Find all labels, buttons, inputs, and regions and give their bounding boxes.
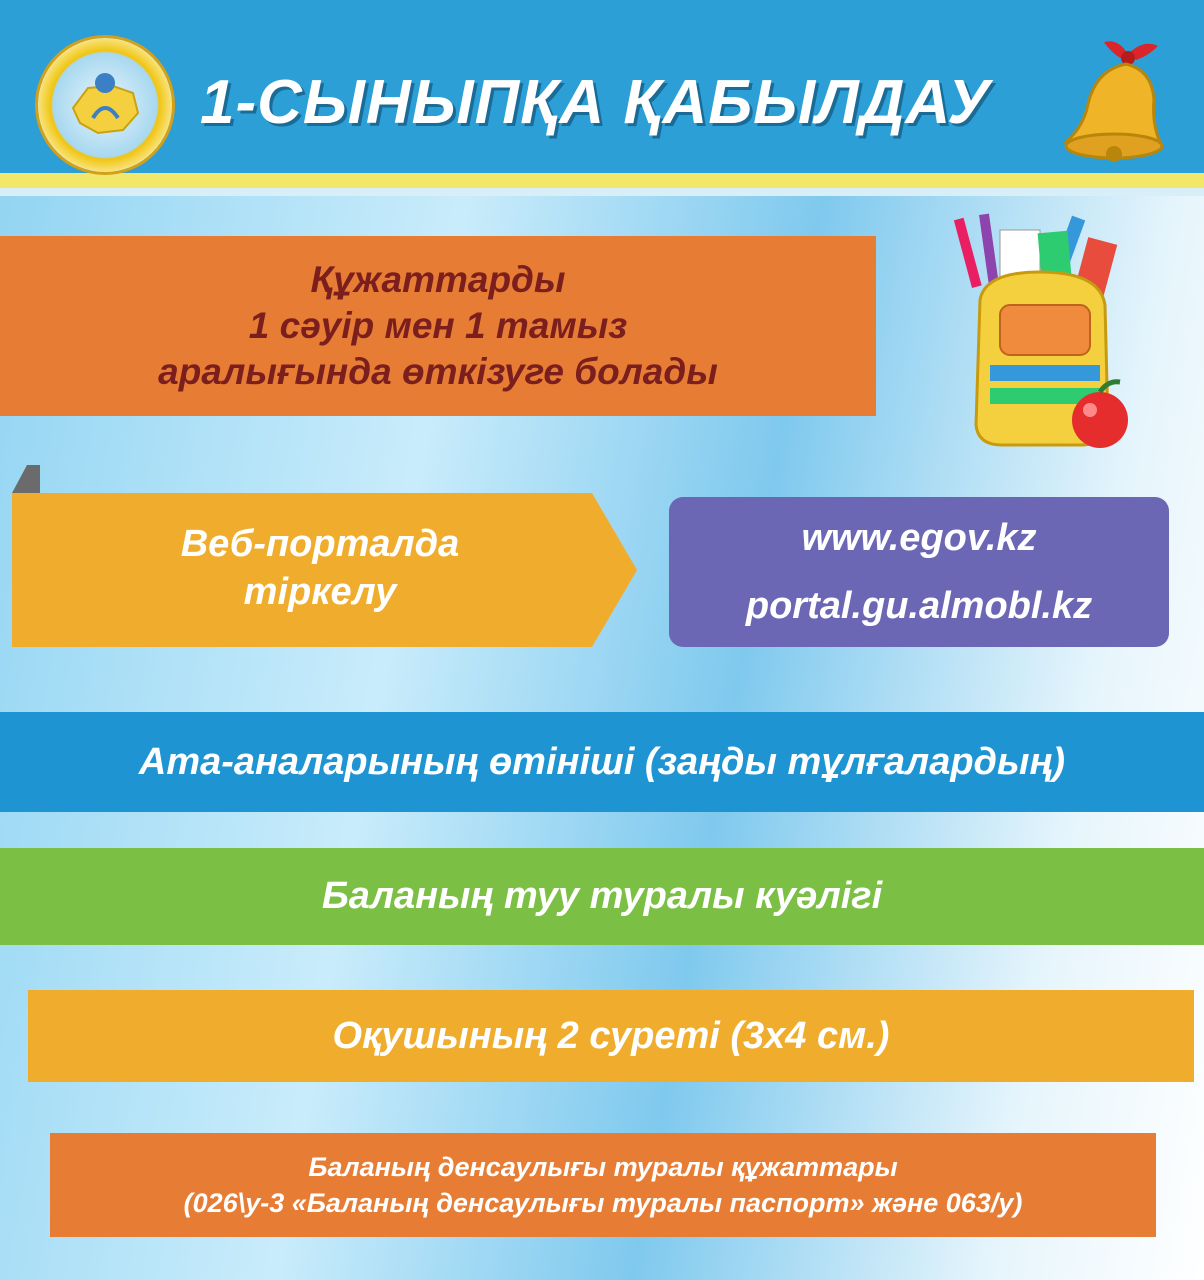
documents-line-1: Құжаттарды — [310, 259, 566, 300]
registration-label — [60, 520, 580, 620]
requirement-parents-application: Ата-аналарының өтініші (заңды тұлғалардың) — [0, 712, 1204, 812]
header-stripe-light — [0, 188, 1204, 196]
bell-icon — [1048, 34, 1188, 174]
emblem-graphic — [38, 38, 172, 172]
health-documents-line-1: Баланың денсаулығы туралы құжаттары — [308, 1152, 898, 1182]
backpack-icon — [940, 210, 1150, 460]
documents-period-box — [0, 236, 876, 416]
portal-link[interactable]: portal.gu.almobl.kz — [745, 585, 1093, 627]
web-portal-box — [669, 497, 1169, 647]
emblem-icon — [38, 38, 172, 172]
registration-label-line-2: тіркелу — [243, 571, 397, 613]
header-stripe — [0, 173, 1204, 188]
page-title: 1-СЫНЫПҚА ҚАБЫЛДАУ — [200, 68, 991, 137]
registration-label-line-1: Веб-порталда — [180, 523, 460, 565]
egov-link[interactable]: www.egov.kz — [801, 517, 1037, 559]
health-documents-line-2: (026\у-3 «Баланың денсаулығы туралы паспорт» және 063/у) — [183, 1188, 1023, 1218]
requirement-photos: Оқушының 2 суреті (3х4 см.) — [28, 990, 1194, 1082]
requirement-health-documents — [50, 1133, 1156, 1237]
documents-line-3: аралығында өткізуге болады — [158, 351, 718, 392]
documents-line-2: 1 сәуір мен 1 тамыз — [248, 305, 628, 346]
requirement-birth-certificate: Баланың туу туралы куәлігі — [0, 848, 1204, 945]
